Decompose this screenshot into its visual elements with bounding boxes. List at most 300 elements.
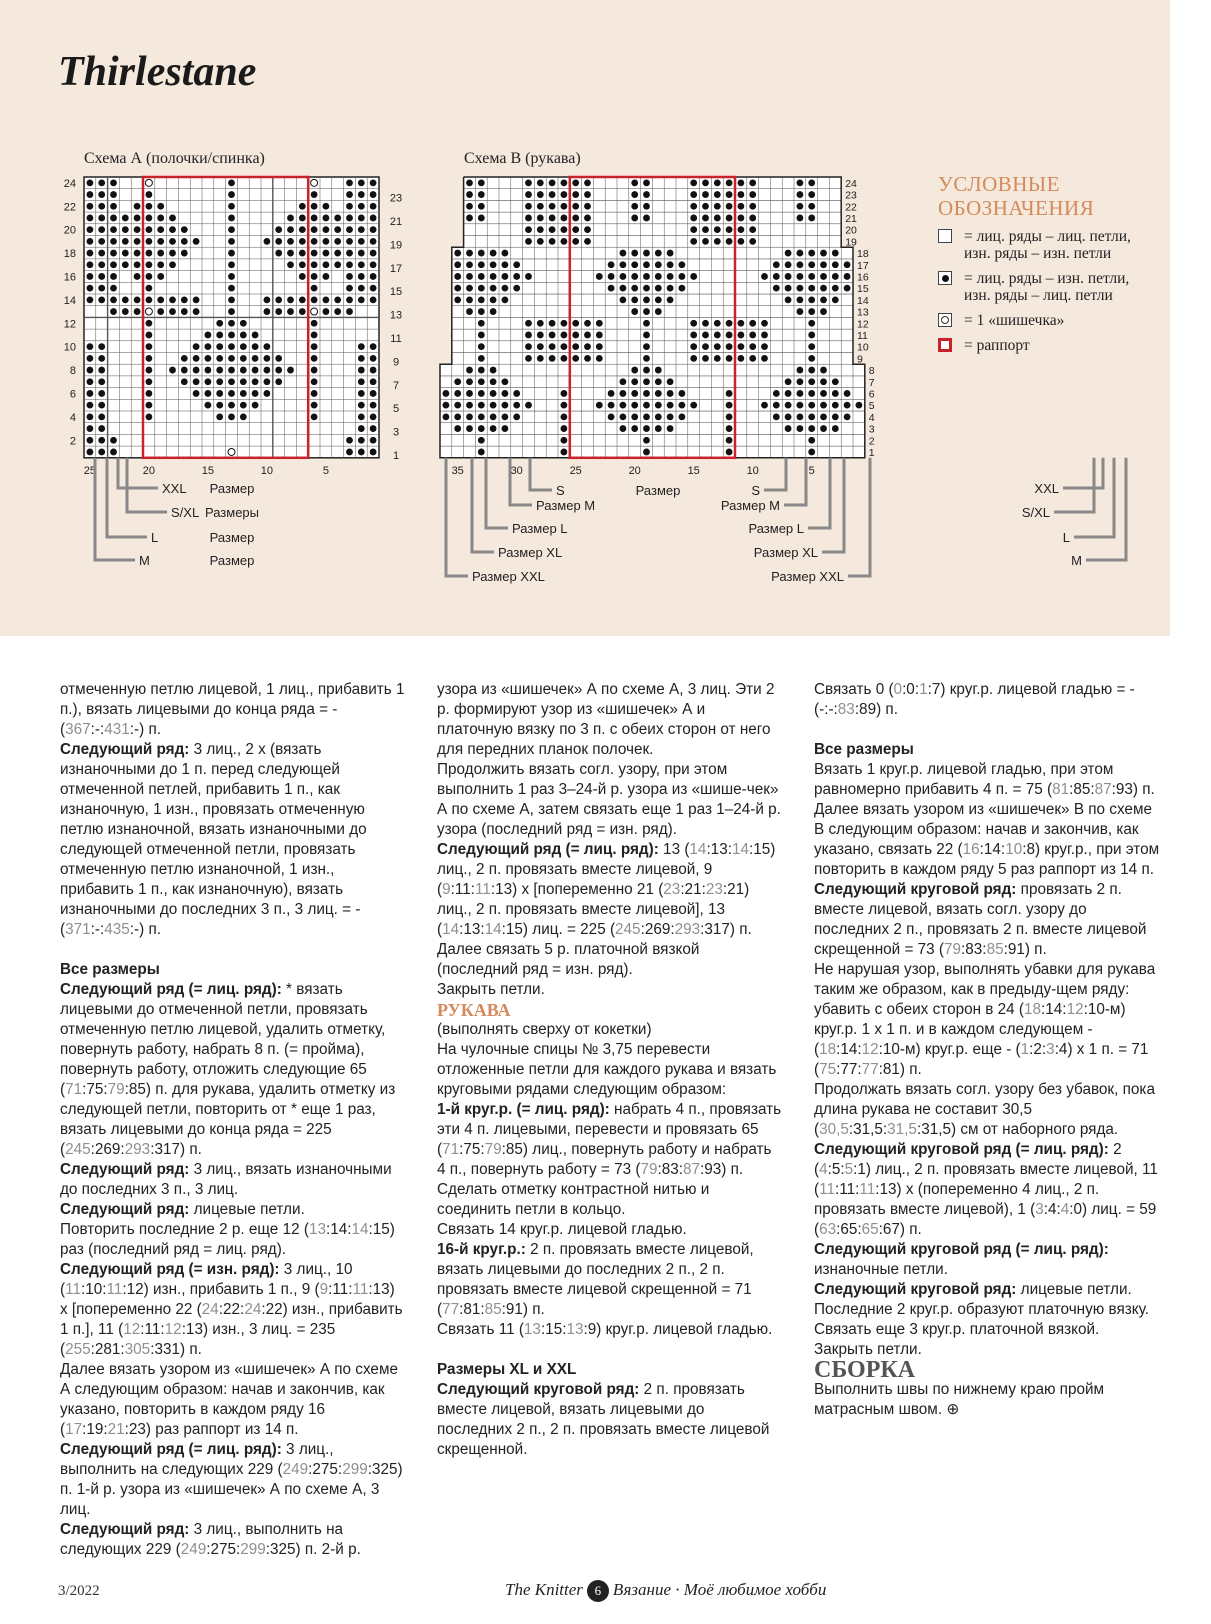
purl-dot xyxy=(454,250,461,257)
purl-dot xyxy=(299,296,306,303)
purl-dot xyxy=(87,425,94,432)
purl-dot xyxy=(334,261,341,268)
purl-dot xyxy=(240,320,247,327)
purl-dot xyxy=(761,355,768,362)
purl-dot xyxy=(537,215,544,222)
purl-dot xyxy=(797,308,804,315)
purl-dot xyxy=(134,238,141,245)
purl-dot xyxy=(466,402,473,409)
purl-dot xyxy=(358,343,365,350)
purl-dot xyxy=(216,378,223,385)
chart-a-size-right: L xyxy=(1062,530,1070,545)
purl-dot xyxy=(561,402,568,409)
purl-dot xyxy=(134,215,141,222)
chart-a-grid xyxy=(84,177,379,458)
purl-dot xyxy=(228,367,235,374)
chart-b-row-label: 6 xyxy=(868,388,875,401)
purl-dot xyxy=(228,402,235,409)
purl-dot xyxy=(478,250,485,257)
purl-dot xyxy=(490,425,497,432)
purl-dot xyxy=(785,425,792,432)
chart-b-row-label: 8 xyxy=(868,365,875,378)
purl-dot xyxy=(549,355,556,362)
purl-dot xyxy=(537,343,544,350)
purl-dot xyxy=(205,355,212,362)
purl-dot xyxy=(785,250,792,257)
purl-dot xyxy=(631,425,638,432)
purl-dot xyxy=(98,179,105,186)
purl-dot xyxy=(122,215,129,222)
purl-dot xyxy=(358,273,365,280)
purl-dot xyxy=(726,238,733,245)
purl-dot xyxy=(110,179,117,186)
purl-dot xyxy=(358,378,365,385)
purl-dot xyxy=(181,250,188,257)
chart-a-row-label: 14 xyxy=(63,294,76,307)
purl-dot xyxy=(738,343,745,350)
purl-dot xyxy=(773,413,780,420)
purl-dot xyxy=(478,261,485,268)
chart-b-title: Схема В (рукава) xyxy=(464,150,581,167)
chart-a-size-right: S/XL xyxy=(1021,505,1050,520)
purl-dot xyxy=(643,179,650,186)
purl-dot xyxy=(169,261,176,268)
purl-dot xyxy=(785,413,792,420)
purl-dot xyxy=(228,308,235,315)
purl-dot xyxy=(749,226,756,233)
purl-dot xyxy=(146,261,153,268)
purl-dot xyxy=(181,308,188,315)
legend-item-purl: = лиц. ряды – изн. петли, изн. ряды – лиц. петли xyxy=(938,270,1153,304)
purl-dot xyxy=(690,226,697,233)
chart-b-size-right: Размер XL xyxy=(753,545,818,560)
purl-dot xyxy=(561,320,568,327)
purl-dot xyxy=(311,215,318,222)
purl-dot xyxy=(797,261,804,268)
purl-dot xyxy=(110,238,117,245)
chart-b-size-right: Размер L xyxy=(748,521,804,536)
purl-dot xyxy=(572,226,579,233)
purl-dot xyxy=(334,226,341,233)
purl-dot xyxy=(797,179,804,186)
chart-a-row-label: 12 xyxy=(63,318,76,331)
purl-dot xyxy=(358,226,365,233)
chart-b-col-label: 30 xyxy=(510,464,523,477)
purl-dot xyxy=(738,355,745,362)
purl-dot xyxy=(738,191,745,198)
purl-dot xyxy=(596,402,603,409)
purl-dot xyxy=(655,413,662,420)
purl-dot xyxy=(98,261,105,268)
purl-dot xyxy=(169,296,176,303)
purl-dot xyxy=(98,413,105,420)
purl-dot xyxy=(370,273,377,280)
chart-a-size-right: M xyxy=(1071,553,1082,568)
purl-dot xyxy=(146,413,153,420)
chart-b-row-label: 9 xyxy=(857,353,863,366)
purl-dot xyxy=(228,250,235,257)
purl-dot xyxy=(785,273,792,280)
purl-dot xyxy=(714,238,721,245)
purl-dot xyxy=(311,320,318,327)
purl-dot xyxy=(228,203,235,210)
purl-dot xyxy=(134,296,141,303)
purl-dot xyxy=(525,226,532,233)
purl-dot xyxy=(537,191,544,198)
purl-dot xyxy=(773,402,780,409)
chart-b-col-label: 25 xyxy=(569,464,582,477)
purl-dot xyxy=(87,203,94,210)
purl-dot xyxy=(808,425,815,432)
purl-dot xyxy=(110,191,117,198)
purl-dot xyxy=(370,390,377,397)
purl-dot xyxy=(537,332,544,339)
purl-dot xyxy=(643,261,650,268)
purl-dot xyxy=(549,215,556,222)
chart-b-row-label: 21 xyxy=(845,213,857,226)
purl-dot xyxy=(808,320,815,327)
purl-dot xyxy=(513,261,520,268)
purl-dot xyxy=(832,413,839,420)
chart-a-row-label: 8 xyxy=(69,365,76,378)
purl-dot xyxy=(690,332,697,339)
purl-dot xyxy=(346,449,353,456)
purl-dot xyxy=(98,285,105,292)
purl-dot xyxy=(311,332,318,339)
purl-dot xyxy=(820,425,827,432)
purl-dot xyxy=(490,402,497,409)
purl-dot xyxy=(110,226,117,233)
purl-dot xyxy=(346,250,353,257)
purl-dot xyxy=(690,355,697,362)
purl-dot xyxy=(808,343,815,350)
purl-dot xyxy=(525,215,532,222)
legend xyxy=(938,172,1153,362)
purl-dot xyxy=(370,413,377,420)
footer-brand: The Knitter 6 Вязание · Моё любимое хобби xyxy=(505,1580,826,1602)
purl-dot xyxy=(87,402,94,409)
purl-dot xyxy=(370,226,377,233)
purl-dot xyxy=(346,179,353,186)
purl-dot xyxy=(832,378,839,385)
purl-dot xyxy=(146,343,153,350)
purl-dot xyxy=(370,191,377,198)
chart-b-row-label: 15 xyxy=(857,283,869,296)
purl-dot xyxy=(169,250,176,257)
purl-dot xyxy=(773,261,780,268)
purl-dot xyxy=(454,285,461,292)
chart-a-row-label: 20 xyxy=(63,224,76,237)
chart-b-col-label: 5 xyxy=(808,464,815,477)
purl-dot xyxy=(797,203,804,210)
purl-dot xyxy=(655,285,662,292)
purl-dot xyxy=(275,296,282,303)
purl-dot xyxy=(620,390,627,397)
purl-dot xyxy=(596,343,603,350)
chart-b-col-label: 20 xyxy=(628,464,641,477)
purl-dot xyxy=(620,425,627,432)
purl-dot xyxy=(726,390,733,397)
purl-dot xyxy=(240,378,247,385)
purl-dot xyxy=(667,296,674,303)
purl-dot xyxy=(311,296,318,303)
purl-dot xyxy=(679,390,686,397)
purl-dot xyxy=(631,191,638,198)
purl-dot xyxy=(478,343,485,350)
purl-dot xyxy=(110,203,117,210)
purl-dot xyxy=(808,296,815,303)
purl-dot xyxy=(596,320,603,327)
purl-dot xyxy=(87,343,94,350)
purl-dot xyxy=(87,215,94,222)
purl-dot xyxy=(572,215,579,222)
purl-dot xyxy=(370,402,377,409)
purl-dot xyxy=(478,273,485,280)
purl-dot xyxy=(702,179,709,186)
purl-dot xyxy=(561,343,568,350)
purl-dot xyxy=(287,308,294,315)
chart-a-row-label: 16 xyxy=(63,271,76,284)
chart-a-col-label: 20 xyxy=(142,464,156,477)
chart-a-row-label: 6 xyxy=(69,388,76,401)
chart-b-size-right: S xyxy=(751,483,760,498)
purl-dot xyxy=(157,296,164,303)
purl-dot xyxy=(264,296,271,303)
purl-dot xyxy=(466,215,473,222)
purl-dot xyxy=(808,215,815,222)
purl-dot xyxy=(334,308,341,315)
purl-dot xyxy=(252,367,259,374)
purl-dot xyxy=(311,413,318,420)
purl-dot xyxy=(358,367,365,374)
chart-a-row-label: 19 xyxy=(389,239,403,252)
purl-dot xyxy=(584,191,591,198)
purl-dot xyxy=(478,449,485,456)
purl-dot xyxy=(773,390,780,397)
purl-dot xyxy=(502,273,509,280)
purl-dot xyxy=(466,413,473,420)
purl-dot xyxy=(808,285,815,292)
purl-dot xyxy=(98,425,105,432)
purl-dot xyxy=(643,203,650,210)
purl-dot xyxy=(702,191,709,198)
purl-dot xyxy=(87,179,94,186)
purl-dot xyxy=(252,390,259,397)
purl-dot xyxy=(502,390,509,397)
purl-dot xyxy=(608,402,615,409)
purl-dot xyxy=(275,250,282,257)
purl-dot xyxy=(370,449,377,456)
purl-dot xyxy=(110,215,117,222)
issue-number: 3/2022 xyxy=(58,1583,100,1599)
purl-dot xyxy=(726,355,733,362)
chart-b-row-label: 11 xyxy=(857,330,868,343)
purl-dot xyxy=(216,390,223,397)
purl-dot xyxy=(797,296,804,303)
purl-dot xyxy=(193,308,200,315)
purl-dot xyxy=(631,296,638,303)
purl-dot xyxy=(502,425,509,432)
purl-dot xyxy=(797,250,804,257)
column-2: узора из «шишечек» А по схеме А, 3 лиц. Эти 2 р. формируют узор из «шишечек» А и платочную вязку по 3 п. с обеих сторон от него для передних планок полочек. Продолжить вязать согл. узору, при этом выполнить 1 раз 3–24-й р. узора из «шише-чек» А по схеме А, затем связать еще 1 раз 1–24-й р. узора (последний ряд = изн. ряд). Следующий ряд (= лиц. ряд): 13 (14:13:14:15) лиц., 2 п. провязать вместе лицевой, 9 (9:11:11:13) х [попеременно 21 (23:21:23:21) лиц., 2 п. провязать вместе лицевой], 13 (14:13:14:15) лиц. = 225 (245:269:293:317) п. Далее связать 5 р. платочной вязкой (последний ряд = изн. ряд). Закрыть петли. РУКАВА (выполнять сверху от кокетки) На чулочные спицы № 3,75 перевести отложенные петли для каждого рукава и вязать круговыми рядами следующим образом: 1-й круг.р. (= лиц. ряд): набрать 4 п., провязать эти 4 п. лицевыми, перевести и провязать 65 (71:75:79:85) лиц., повернуть работу и набрать 4 п., повернуть работу = 73 (79:83:87:93) п. Сделать отметку контрастной нитью и соединить петли в кольцо. Связать 14 круг.р. лицевой гладью. 16-й круг.р.: 2 п. провязать вместе лицевой, вязать лицевыми до последних 2 п., 2 п. провязать вместе лицевой скрещенной = 71 (77:81:85:91) п. Связать 11 (13:15:13:9) круг.р. лицевой гладью. Размеры XL и XXL Следующий круговой ряд: 2 п. провязать вместе лицевой, вязать лицевыми до последних 2 п., 2 п. провязать вместе лицевой скрещенной. xyxy=(437,681,782,1458)
bobble-mark xyxy=(145,179,152,186)
purl-dot xyxy=(702,238,709,245)
purl-dot xyxy=(797,191,804,198)
purl-dot xyxy=(667,413,674,420)
purl-dot xyxy=(655,367,662,374)
purl-dot xyxy=(134,308,141,315)
purl-dot xyxy=(631,250,638,257)
purl-dot xyxy=(157,273,164,280)
purl-dot xyxy=(287,250,294,257)
purl-dot xyxy=(714,355,721,362)
purl-dot xyxy=(561,332,568,339)
chart-a-row-label: 17 xyxy=(389,262,403,275)
purl-dot xyxy=(537,355,544,362)
purl-dot xyxy=(631,285,638,292)
purl-dot xyxy=(146,203,153,210)
purl-dot xyxy=(490,308,497,315)
chart-b-row-label: 24 xyxy=(845,177,857,190)
purl-dot xyxy=(537,226,544,233)
purl-dot xyxy=(157,250,164,257)
purl-dot xyxy=(702,215,709,222)
purl-dot xyxy=(820,296,827,303)
legend-item-knit: = лиц. ряды – лиц. петли, изн. ряды – изн. петли xyxy=(938,228,1153,262)
purl-dot xyxy=(122,296,129,303)
purl-dot xyxy=(749,191,756,198)
purl-dot xyxy=(228,390,235,397)
purl-dot xyxy=(146,320,153,327)
purl-dot xyxy=(490,285,497,292)
purl-dot xyxy=(193,378,200,385)
purl-dot xyxy=(87,413,94,420)
purl-dot xyxy=(679,273,686,280)
purl-dot xyxy=(667,250,674,257)
purl-dot xyxy=(773,273,780,280)
chart-a-row-label: 9 xyxy=(392,356,400,369)
purl-dot xyxy=(358,437,365,444)
purl-dot xyxy=(134,273,141,280)
purl-dot xyxy=(643,413,650,420)
purl-dot xyxy=(110,296,117,303)
chart-a-size-left: L xyxy=(151,530,159,545)
purl-dot xyxy=(240,343,247,350)
purl-dot xyxy=(370,367,377,374)
purl-dot xyxy=(264,238,271,245)
purl-dot xyxy=(620,378,627,385)
purl-dot xyxy=(98,367,105,374)
empty-square-icon xyxy=(938,229,952,243)
bobble-mark xyxy=(311,179,318,186)
purl-dot xyxy=(454,425,461,432)
purl-dot xyxy=(311,355,318,362)
purl-dot xyxy=(561,238,568,245)
purl-dot xyxy=(584,203,591,210)
purl-dot xyxy=(596,273,603,280)
page-number: 6 xyxy=(587,1580,609,1602)
purl-dot xyxy=(346,308,353,315)
purl-dot xyxy=(620,296,627,303)
purl-dot xyxy=(252,402,259,409)
purl-dot xyxy=(122,250,129,257)
purl-dot xyxy=(478,203,485,210)
purl-dot xyxy=(370,425,377,432)
purl-dot xyxy=(537,238,544,245)
purl-dot xyxy=(275,367,282,374)
chart-a-row-label: 23 xyxy=(389,192,403,205)
purl-dot xyxy=(228,413,235,420)
chart-a-col-label: 15 xyxy=(201,464,215,477)
purl-dot xyxy=(631,390,638,397)
purl-dot xyxy=(478,413,485,420)
chart-a-size-center: Размеры xyxy=(204,505,260,520)
purl-dot xyxy=(478,191,485,198)
purl-dot xyxy=(749,343,756,350)
purl-dot xyxy=(216,413,223,420)
purl-dot xyxy=(87,449,94,456)
purl-dot xyxy=(749,238,756,245)
chart-a-row-label: 18 xyxy=(63,248,76,261)
purl-dot xyxy=(334,215,341,222)
purl-dot xyxy=(620,285,627,292)
repeat-square-icon xyxy=(938,338,952,352)
chart-b-size-left: Размер XXL xyxy=(472,569,545,584)
purl-dot xyxy=(490,261,497,268)
purl-dot xyxy=(466,179,473,186)
purl-dot xyxy=(358,425,365,432)
purl-dot xyxy=(808,250,815,257)
purl-dot xyxy=(98,390,105,397)
purl-dot xyxy=(146,367,153,374)
purl-dot xyxy=(169,308,176,315)
purl-dot xyxy=(370,215,377,222)
purl-dot xyxy=(311,402,318,409)
purl-dot xyxy=(478,402,485,409)
purl-dot xyxy=(287,261,294,268)
purl-dot xyxy=(537,179,544,186)
purl-dot xyxy=(299,226,306,233)
purl-dot xyxy=(643,367,650,374)
chart-a-size-right: XXL xyxy=(1034,481,1059,496)
chart-a-size-center: Размер xyxy=(209,481,255,496)
purl-dot xyxy=(820,413,827,420)
purl-dot xyxy=(478,308,485,315)
purl-dot xyxy=(358,413,365,420)
chart-b-row-label: 23 xyxy=(845,189,857,202)
purl-dot xyxy=(820,390,827,397)
purl-dot xyxy=(785,390,792,397)
purl-dot xyxy=(785,261,792,268)
chart-a-row-label: 5 xyxy=(392,403,400,416)
purl-dot xyxy=(761,402,768,409)
purl-dot xyxy=(513,402,520,409)
purl-dot xyxy=(702,332,709,339)
purl-dot xyxy=(346,215,353,222)
purl-dot xyxy=(287,238,294,245)
purl-dot xyxy=(490,390,497,397)
chart-a-row-label: 4 xyxy=(69,411,76,424)
purl-dot xyxy=(513,285,520,292)
purl-dot xyxy=(561,355,568,362)
purl-dot xyxy=(264,378,271,385)
purl-dot xyxy=(690,238,697,245)
purl-dot xyxy=(311,390,318,397)
purl-dot xyxy=(690,320,697,327)
purl-dot xyxy=(608,390,615,397)
purl-dot xyxy=(287,367,294,374)
purl-dot xyxy=(820,285,827,292)
